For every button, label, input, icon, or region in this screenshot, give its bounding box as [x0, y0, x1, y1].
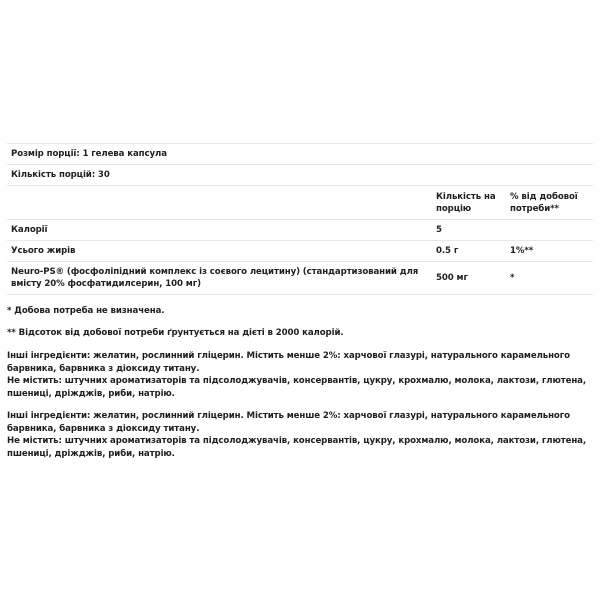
nutrient-name: Усього жирів	[11, 246, 76, 256]
nutrient-daily-value: *	[510, 273, 515, 283]
nutrient-amount: 0.5 г	[436, 246, 459, 256]
supplement-facts-table	[7, 143, 593, 295]
free-of-list: Не містить: штучних ароматизаторів та підсолоджувачів, консервантів, цукру, крохмалю, молока, лактози, глютена, пшениці, дріжджів, риби, натрію.	[7, 436, 587, 459]
nutrient-name: Калорії	[11, 225, 48, 235]
footnote-daily-value: ** Відсоток від добової потреби ґрунтується на дієті в 2000 калорій.	[7, 328, 344, 338]
other-ingredients: Інші інгредієнти: желатин, рослинний гліцерин. Містить менше 2%: харчової глазурі, натурального карамельного барвника, барвника з діоксиду титану.	[7, 411, 570, 434]
nutrient-amount: 500 мг	[436, 273, 468, 283]
nutrient-daily-value: 1%**	[510, 246, 534, 256]
table-header-row	[7, 185, 593, 219]
serving-size: Розмір порції: 1 гелева капсула	[11, 149, 167, 159]
other-ingredients: Інші інгредієнти: желатин, рослинний гліцерин. Містить менше 2%: харчової глазурі, натурального карамельного барвника, барвника з діоксиду титану.	[7, 351, 570, 374]
table-row	[7, 240, 593, 261]
nutrient-name: Neuro-PS® (фосфоліпідний комплекс із соєвого лецитину) (стандартизований для вмісту 20% фосфатидилсерин, 100 мг)	[11, 267, 419, 289]
table-row	[7, 261, 593, 295]
footnotes	[7, 305, 593, 349]
ingredients-block	[7, 410, 593, 460]
table-row	[7, 219, 593, 240]
header-daily-value: % від добової потреби**	[510, 191, 578, 214]
header-amount: Кількість на порцію	[436, 191, 496, 214]
serving-count: Кількість порцій: 30	[11, 170, 110, 180]
ingredients-block	[7, 350, 593, 400]
serving-size-row	[7, 143, 593, 164]
footnote-undefined: * Добова потреба не визначена.	[7, 306, 165, 316]
serving-count-row	[7, 164, 593, 185]
free-of-list: Не містить: штучних ароматизаторів та підсолоджувачів, консервантів, цукру, крохмалю, молока, лактози, глютена, пшениці, дріжджів, риби, натрію.	[7, 376, 587, 399]
nutrient-amount: 5	[436, 225, 442, 235]
